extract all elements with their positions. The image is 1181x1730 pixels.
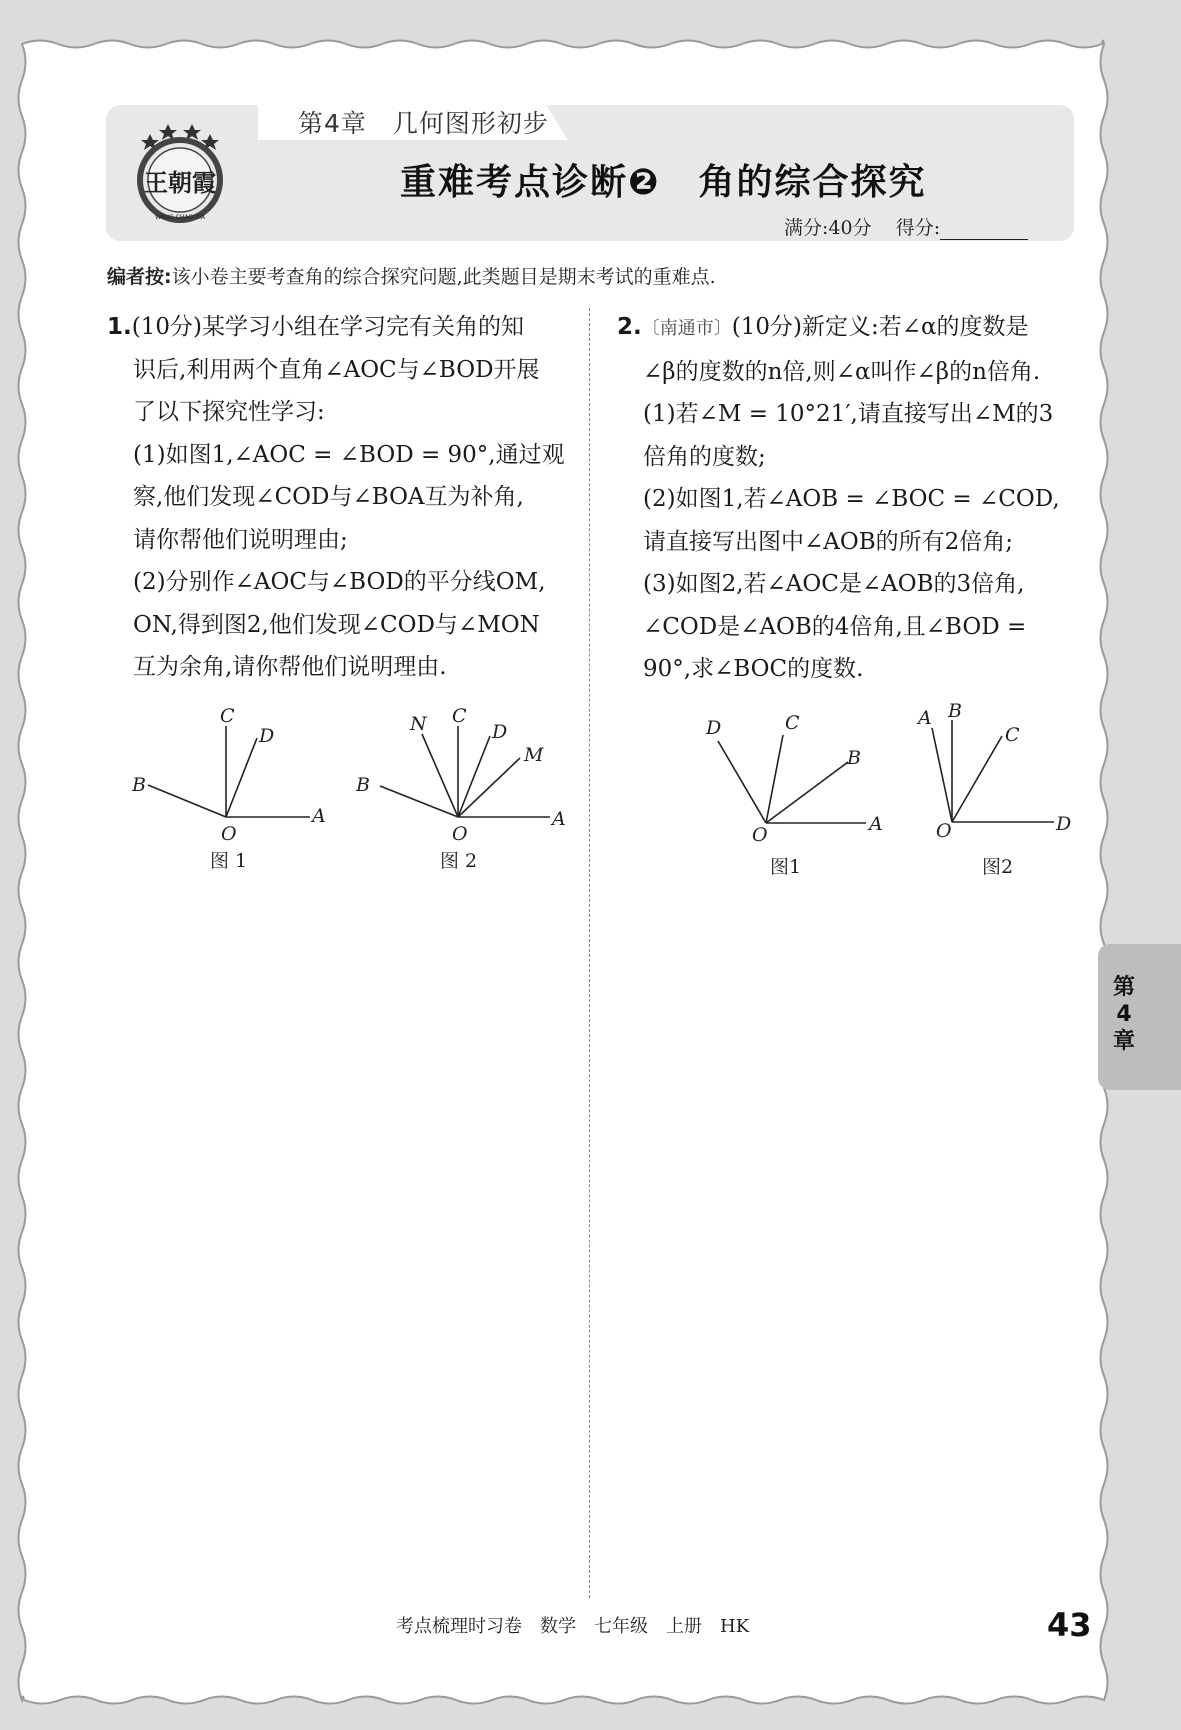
q1-number: 1. xyxy=(107,314,132,340)
q2-fig2-caption: 图2 xyxy=(982,856,1014,878)
q2-line-5: (2)如图1,若∠AOB = ∠BOC = ∠COD, xyxy=(643,486,1060,512)
q1-line-1: (10分)某学习小组在学习完有关角的知 xyxy=(131,314,524,340)
q1-line-5: 察,他们发现∠COD与∠BOA互为补角, xyxy=(133,484,524,510)
question-1 xyxy=(107,306,569,689)
q2-line-9: 90°,求∠BOC的度数. xyxy=(643,656,864,682)
q2-line-4: 倍角的度数; xyxy=(643,443,766,470)
score-label: 得分: xyxy=(895,217,941,239)
ray-od xyxy=(226,738,257,817)
label-c: C xyxy=(1005,724,1020,746)
label-c: C xyxy=(785,712,800,734)
q1-figure-1 xyxy=(120,700,340,845)
ray-oc xyxy=(952,736,1002,822)
q2-figure-1 xyxy=(690,705,900,845)
label-b: B xyxy=(356,774,370,796)
label-o: O xyxy=(452,823,468,845)
label-c: C xyxy=(220,705,235,727)
q1-line-8: ON,得到图2,他们发现∠COD与∠MON xyxy=(133,611,540,638)
label-a: A xyxy=(869,813,883,835)
q2-fig1-caption: 图1 xyxy=(770,856,802,878)
q1-line-6: 请你帮他们说明理由; xyxy=(133,526,348,553)
label-o: O xyxy=(221,823,237,845)
label-d: D xyxy=(259,725,275,747)
column-divider xyxy=(589,308,590,1598)
label-o: O xyxy=(936,820,952,842)
ray-od xyxy=(718,741,766,823)
q1-line-9: 互为余角,请你帮他们说明理由. xyxy=(133,654,447,680)
logo-text: 王朝霞 xyxy=(144,168,216,197)
full-score: 满分:40分 xyxy=(784,217,872,239)
score-line xyxy=(784,213,1028,240)
q1-line-2: 识后,利用两个直角∠AOC与∠BOD开展 xyxy=(133,356,540,383)
q2-line-7: (3)如图2,若∠AOC是∠AOB的3倍角, xyxy=(643,571,1025,597)
ray-ob xyxy=(148,785,226,817)
label-a: A xyxy=(918,707,932,729)
ray-ob xyxy=(766,762,848,823)
q2-line-6: 请直接写出图中∠AOB的所有2倍角; xyxy=(643,528,1014,555)
publisher-logo xyxy=(130,118,230,228)
chapter-label: 第4章 几何图形初步 xyxy=(298,109,549,138)
q2-line-2: ∠β的度数的n倍,则∠α叫作∠β的n倍角. xyxy=(643,358,1041,385)
q1-line-4: (1)如图1,∠AOC = ∠BOD = 90°,通过观 xyxy=(133,441,565,468)
editor-note xyxy=(107,262,716,289)
score-blank xyxy=(940,222,1028,240)
ray-om xyxy=(458,758,520,817)
q1-fig1-caption: 图 1 xyxy=(210,850,248,872)
logo-ring-text: WANG CHAO XIA xyxy=(154,214,206,221)
editor-note-lead: 编者按: xyxy=(107,266,172,288)
q2-line-8: ∠COD是∠AOB的4倍角,且∠BOD = xyxy=(643,613,1027,640)
question-2 xyxy=(617,306,1081,691)
page-number: 43 xyxy=(1047,1606,1092,1644)
label-m: M xyxy=(524,744,544,766)
label-b: B xyxy=(948,700,962,722)
ray-od xyxy=(458,736,490,817)
q1-line-7: (2)分别作∠AOC与∠BOD的平分线OM, xyxy=(133,569,546,595)
label-d: D xyxy=(1056,813,1072,835)
chapter-side-text xyxy=(1098,974,1150,1055)
ray-oa xyxy=(932,728,952,822)
q2-line-1: (10分)新定义:若∠α的度数是 xyxy=(731,314,1029,340)
label-a: A xyxy=(552,808,566,830)
q2-region: 〔南通市〕 xyxy=(641,318,732,339)
side-tab-line-2: 4 xyxy=(1116,1002,1132,1027)
label-d: D xyxy=(706,717,722,739)
label-n: N xyxy=(410,713,427,735)
footer-text: 考点梳理时习卷 数学 七年级 上册 HK xyxy=(396,1616,750,1637)
side-tab-line-3: 章 xyxy=(1112,1029,1135,1054)
editor-note-text: 该小卷主要考查角的综合探究问题,此类题目是期末考试的重难点. xyxy=(171,266,716,288)
label-c: C xyxy=(452,705,467,727)
page-title: 重难考点诊断❷ 角的综合探究 xyxy=(400,162,927,203)
label-b: B xyxy=(132,774,146,796)
label-b: B xyxy=(847,747,861,769)
q1-fig2-caption: 图 2 xyxy=(440,850,478,872)
side-tab-line-1: 第 xyxy=(1112,975,1135,1000)
q2-line-3: (1)若∠M = 10°21′,请直接写出∠M的3 xyxy=(643,401,1054,427)
q2-number: 2. xyxy=(617,314,642,340)
label-d: D xyxy=(492,721,508,743)
ray-oc xyxy=(766,735,783,823)
q1-line-3: 了以下探究性学习: xyxy=(133,399,325,425)
q1-figure-2 xyxy=(350,700,580,845)
label-o: O xyxy=(752,824,768,846)
q2-figure-2 xyxy=(910,700,1080,840)
label-a: A xyxy=(312,805,326,827)
